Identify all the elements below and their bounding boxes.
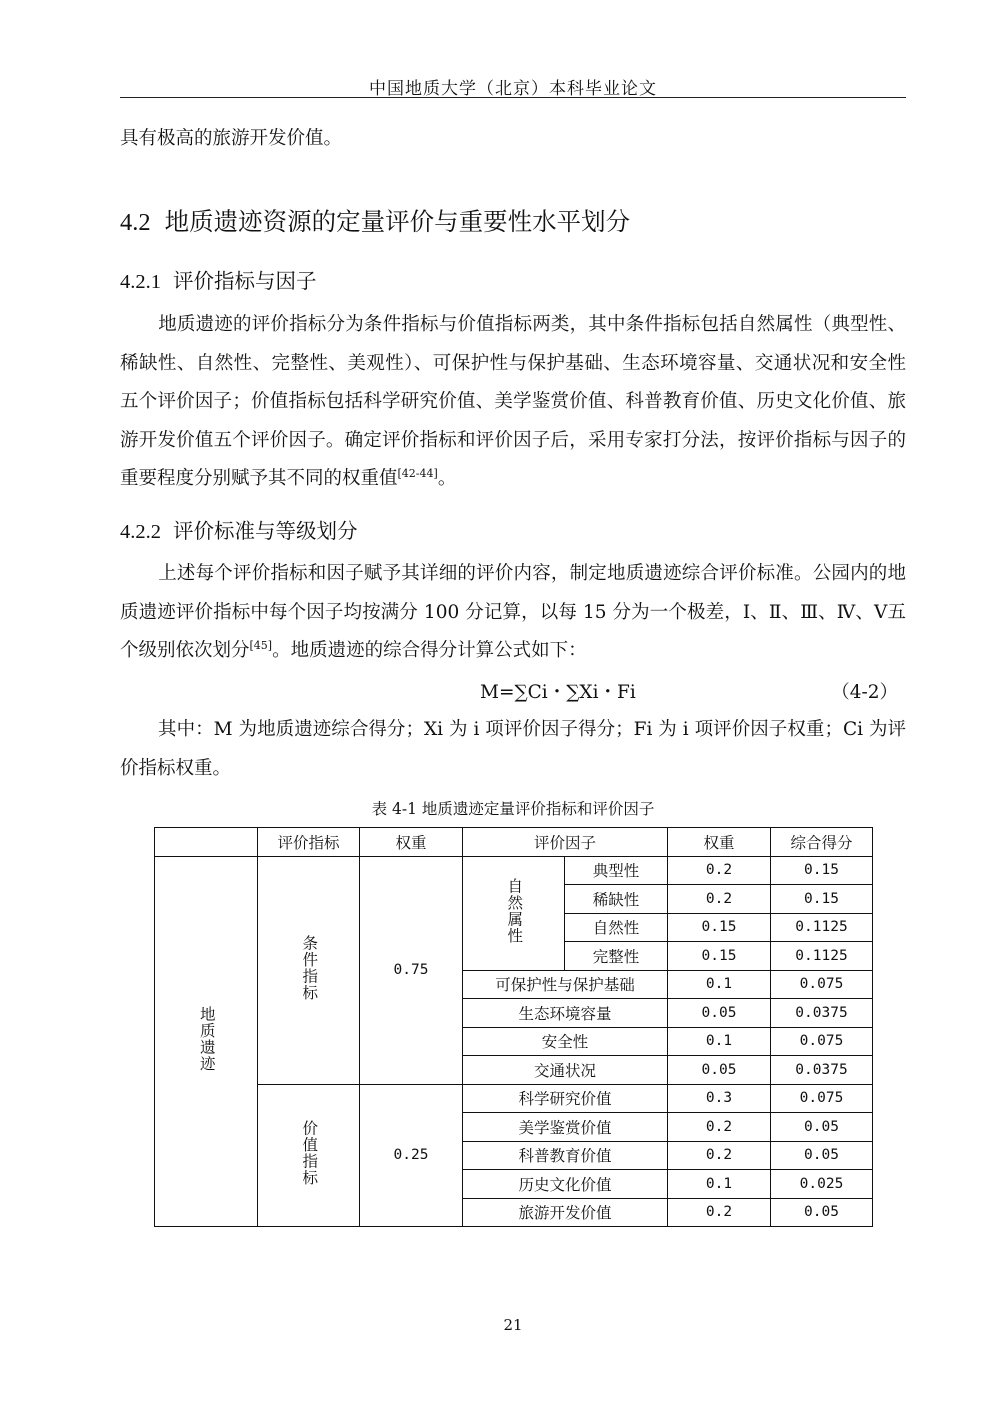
citation: [42-44] <box>397 467 438 480</box>
table-header-row <box>155 828 873 857</box>
indicator-cell-value <box>258 1084 360 1227</box>
subsection-title-1: 评价指标与因子 <box>173 269 317 293</box>
subsection-heading-1 <box>120 264 317 294</box>
factor-weight-cell: 0.15 <box>668 942 771 971</box>
factor-score-cell: 0.025 <box>771 1170 873 1199</box>
subsection-heading-2 <box>120 514 358 544</box>
header-cell-factor-weight: 权重 <box>668 828 771 857</box>
factor-score-cell: 0.05 <box>771 1198 873 1227</box>
factor-score-cell: 0.05 <box>771 1141 873 1170</box>
factor-weight-cell: 0.1 <box>668 970 771 999</box>
factor-score-cell: 0.075 <box>771 970 873 999</box>
paragraph-indicators-text: 地质遗迹的评价指标分为条件指标与价值指标两类，其中条件指标包括自然属性（典型性、稀缺性、自然性、完整性、美观性）、可保护性与保护基础、生态环境容量、交通状况和安全性五个评价因子；价值指标包括科学研究价值、美学鉴赏价值、科普教育价值、历史文化价值、旅游开发价值五个评价因子。确定评价指标和评价因子后，采用专家打分法，按评价指标与因子的重要程度分别赋予其不同的权重值 <box>120 314 906 489</box>
factor-group-cell <box>463 856 565 970</box>
factor-cell: 科普教育价值 <box>463 1141 668 1170</box>
factor-cell: 可保护性与保护基础 <box>463 970 668 999</box>
factor-group-label: 自然属性 <box>505 878 524 944</box>
factor-weight-cell: 0.2 <box>668 1141 771 1170</box>
factor-cell: 典型性 <box>565 856 668 885</box>
factor-cell: 稀缺性 <box>565 885 668 914</box>
section-heading <box>120 203 630 238</box>
equation-number: （4-2） <box>831 682 898 703</box>
subsection-number-1: 4.2.1 <box>120 271 161 293</box>
citation: [45] <box>249 639 273 652</box>
page-number: 21 <box>503 1316 523 1334</box>
factor-cell: 完整性 <box>565 942 668 971</box>
factor-score-cell: 0.05 <box>771 1113 873 1142</box>
factor-weight-cell: 0.2 <box>668 885 771 914</box>
root-category-cell <box>155 856 258 1227</box>
subsection-title-2: 评价标准与等级划分 <box>173 519 358 543</box>
factor-cell: 自然性 <box>565 913 668 942</box>
root-category-label: 地质遗迹 <box>197 1006 216 1073</box>
header-rule <box>120 97 906 98</box>
subsection-number-2: 4.2.2 <box>120 521 161 543</box>
paragraph-explanation <box>120 711 906 788</box>
factor-weight-cell: 0.2 <box>668 1113 771 1142</box>
section-number: 4.2 <box>120 209 151 236</box>
table-caption: 表 4-1 地质遗迹定量评价指标和评价因子 <box>371 800 655 818</box>
header-cell-score: 综合得分 <box>771 828 873 857</box>
intro-text: 具有极高的旅游开发价值。 <box>120 128 343 149</box>
factor-score-cell: 0.15 <box>771 885 873 914</box>
formula <box>120 678 906 704</box>
factor-score-cell: 0.1125 <box>771 942 873 971</box>
header-cell-blank <box>155 828 258 857</box>
factor-weight-cell: 0.2 <box>668 856 771 885</box>
factor-cell: 旅游开发价值 <box>463 1198 668 1227</box>
header-cell-indicator: 评价指标 <box>258 828 360 857</box>
header-cell-factor: 评价因子 <box>463 828 668 857</box>
intro-paragraph <box>120 120 906 159</box>
indicator-weight-value: 0.25 <box>360 1084 463 1227</box>
evaluation-table <box>154 827 873 1227</box>
table-row <box>155 1084 873 1113</box>
header-cell-weight: 权重 <box>360 828 463 857</box>
factor-score-cell: 0.1125 <box>771 913 873 942</box>
factor-cell: 科学研究价值 <box>463 1084 668 1113</box>
factor-weight-cell: 0.2 <box>668 1198 771 1227</box>
factor-cell: 交通状况 <box>463 1056 668 1085</box>
indicator-weight-condition: 0.75 <box>360 856 463 1084</box>
factor-score-cell: 0.075 <box>771 1084 873 1113</box>
paragraph-standards-text: 上述每个评价指标和因子赋予其详细的评价内容，制定地质遗迹综合评价标准。公园内的地质遗迹评价指标中每个因子均按满分 100 分记算，以每 15 分为一个极差，Ⅰ、Ⅱ、Ⅲ、Ⅳ、Ⅴ五个级别依次划分 <box>120 563 906 661</box>
factor-weight-cell: 0.05 <box>668 999 771 1028</box>
factor-score-cell: 0.15 <box>771 856 873 885</box>
factor-weight-cell: 0.15 <box>668 913 771 942</box>
factor-weight-cell: 0.3 <box>668 1084 771 1113</box>
section-title: 地质遗迹资源的定量评价与重要性水平划分 <box>164 207 631 236</box>
factor-score-cell: 0.0375 <box>771 999 873 1028</box>
table-row <box>155 856 873 885</box>
paragraph-indicators-end: 。 <box>437 468 457 489</box>
paragraph-standards-end: 。地质遗迹的综合得分计算公式如下： <box>272 640 587 661</box>
formula-expression: M=∑Ci・∑Xi・Fi <box>480 682 636 703</box>
indicator-cell-condition <box>258 856 360 1084</box>
paragraph-explanation-text: 其中：M 为地质遗迹综合得分；Xi 为 i 项评价因子得分；Fi 为 i 项评价因子权重；Ci 为评价指标权重。 <box>120 719 906 779</box>
factor-weight-cell: 0.1 <box>668 1170 771 1199</box>
paragraph-indicators <box>120 306 906 499</box>
factor-cell: 美学鉴赏价值 <box>463 1113 668 1142</box>
factor-score-cell: 0.0375 <box>771 1056 873 1085</box>
factor-cell: 生态环境容量 <box>463 999 668 1028</box>
paragraph-standards <box>120 555 906 671</box>
indicator-label-value: 价值指标 <box>300 1120 319 1187</box>
factor-weight-cell: 0.05 <box>668 1056 771 1085</box>
factor-cell: 安全性 <box>463 1027 668 1056</box>
factor-weight-cell: 0.1 <box>668 1027 771 1056</box>
indicator-label-condition: 条件指标 <box>300 935 319 1001</box>
page-header: 中国地质大学（北京）本科毕业论文 <box>369 79 657 99</box>
factor-cell: 历史文化价值 <box>463 1170 668 1199</box>
factor-score-cell: 0.075 <box>771 1027 873 1056</box>
